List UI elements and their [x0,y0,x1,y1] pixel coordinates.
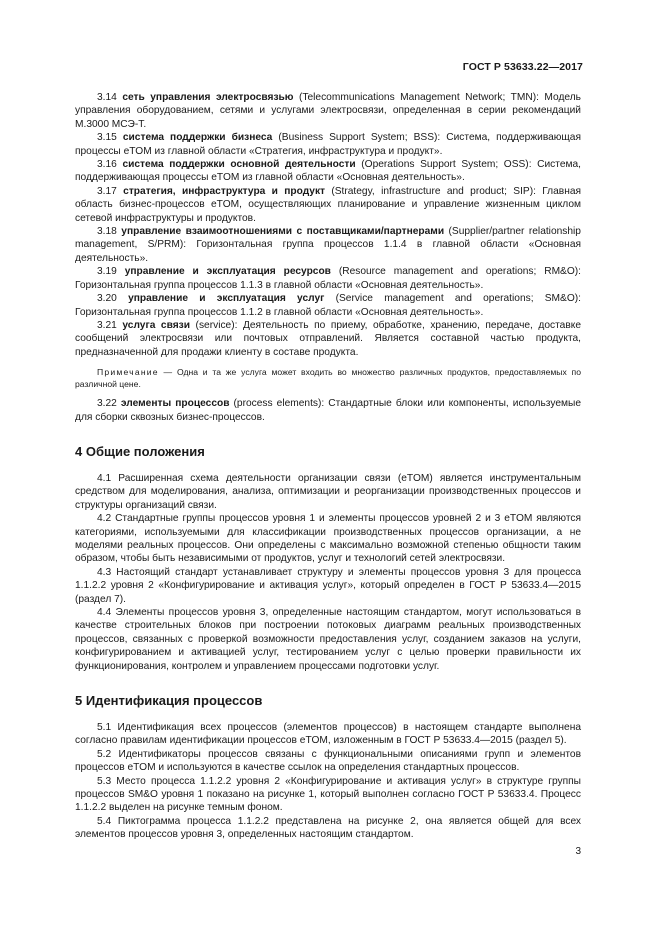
note-label: Примечание [97,367,159,378]
section-4-heading: 4 Общие положения [75,443,205,459]
paragraph-4-4: 4.4 Элементы процессов уровня 3, определенные настоящим стандартом, могут использоваться в качестве строительных блоков при построении потоковых диаграмм реальных производственных процессов, связанных с проверкой возможности предоставления услуг, созданием заказов на услуги, конфигурированием и активацией услуг, тестированием услуг с целью проверки правильности их функционирования, контролем и управлением процессами подготовки услуг. [75,607,581,672]
definition-body: (process elements): Стандартные блоки или компоненты, используемые для сборки сквозных бизнес-процессов. [75,398,581,423]
section-5-heading: 5 Идентификация процессов [75,693,263,709]
definition-term: элементы процессов [120,398,230,410]
paragraph-4-3: 4.3 Настоящий стандарт устанавливает структуру и элементы процессов уровня 3 для процесса 1.1.2.2 уровня 2 «Конфигурирование и активация услуг», который определен в ГОСТ Р 53633.4—2015 (раздел 7). [75,566,581,605]
definition-number: 3.17 [97,185,117,197]
definition-term: управление и эксплуатация ресурсов [124,266,331,278]
paragraph-5-3: 5.3 Место процесса 1.1.2.2 уровня 2 «Конфигурирование и активация услуг» в структуре группы процессов SM&O уровня 1 показано на рисунке 1, который выполнен согласно ГОСТ Р 53633.4. Процесс 1.1.2.2 выделен на рисунке темным фоном. [75,775,581,814]
definition-number: 3.15 [97,132,117,144]
document-body [75,91,581,842]
definition-body: (Operations Support System; OSS): Система, поддерживающая процессы eTOM из главной области «Основная деятельность». [75,159,581,184]
page-number: 3 [575,846,581,857]
definition-3-19 [75,265,581,292]
definition-term: управление и эксплуатация услуг [128,293,325,305]
definition-body: (Resource management and operations; RM&O): Горизонтальная группа процессов 1.1.3 в главной области «Основная деятельность». [75,266,582,291]
definition-3-16 [75,158,581,185]
paragraph-5-1: 5.1 Идентификация всех процессов (элементов процессов) в настоящем стандарте выполнена согласно правилам идентификации процессов eTOM, изложенным в ГОСТ Р 53633.4—2015 (раздел 5). [75,722,581,747]
definition-body: (Supplier/partner relationship management, S/PRM): Горизонтальная группа процессов 1.1.4 в главной области «Основная деятельность». [75,226,581,264]
definition-term: система поддержки бизнеса [122,132,273,144]
definition-term: стратегия, инфраструктура и продукт [123,185,326,197]
definition-term: услуга связи [122,319,190,331]
standard-header: ГОСТ Р 53633.22—2017 [462,61,583,73]
definition-3-17 [75,185,581,225]
definition-3-22 [75,397,581,424]
definition-term: сеть управления электросвязью [122,92,294,103]
definition-body: (Strategy, infrastructure and product; SIP): Главная область бизнес-процессов eTOM, осуществляющих планирование и управление жизненным циклом сетевой инфраструктуры и продуктов. [75,185,582,224]
definition-body: (service): Деятельность по приему, обработке, хранению, передаче, доставке сообщений электросвязи или почтовых отправлений. Является составной частью продукта, предназначенной для продажи клиенту в составе продукта. [75,319,581,358]
definition-number: 3.22 [97,398,117,410]
definition-number: 3.19 [97,266,117,278]
definition-term: управление взаимоотношениями с поставщиками/партнерами [121,226,445,238]
definition-body: (Service management and operations; SM&O): Горизонтальная группа процессов 1.1.2 в главной области «Основная деятельность». [75,293,581,318]
paragraph-4-2: 4.2 Стандартные группы процессов уровня 1 и элементы процессов уровней 2 и 3 eTOM являются категориями, используемыми для классификации производственных процессов организации, а не моделями реальных процессов. Они определены с максимально возможной степенью общности таким образом, чтобы быть независимыми от продуктов, услуг и технологий сетей электросвязи. [75,513,581,565]
definition-3-15 [75,131,581,158]
definition-3-20 [75,292,581,319]
definition-3-18 [75,225,581,265]
paragraph-4-1: 4.1 Расширенная схема деятельности организации связи (eTOM) является инструментальным средством для моделирования, анализа, оптимизации и реорганизации производственных процессов и структуры организаций связи. [75,472,581,511]
definition-number: 3.16 [97,159,117,171]
definition-body: (Business Support System; BSS): Система, поддерживающая процессы eTOM из главной области «Стратегия, инфраструктура и продукт». [75,132,581,157]
paragraph-5-2: 5.2 Идентификаторы процессов связаны с функциональными описаниями групп и элементов процессов eTOM и используются в качестве ссылок на определения стандартных процессов. [75,748,581,774]
definition-term: система поддержки основной деятельности [122,159,356,171]
definition-number: 3.18 [97,226,117,238]
note-text: — Одна и та же услуга может входить во множество различных продуктов, предоставляемых по различной цене. [75,367,581,390]
definition-body: (Telecommunications Management Network; TMN): Модель управления оборудованием, сетями и услугами электросвязи, определенная в серии рекомендаций М.3000 МСЭ-Т. [75,92,581,130]
note [75,366,581,390]
definition-number: 3.20 [97,293,117,305]
definition-3-14 [75,91,581,131]
paragraph-5-4: 5.4 Пиктограмма процесса 1.1.2.2 представлена на рисунке 2, она является общей для всех элементов процессов уровня 3, определенных настоящим стандартом. [75,815,581,841]
definition-number: 3.21 [97,319,117,331]
definition-3-21 [75,319,581,359]
definition-number: 3.14 [97,92,117,103]
